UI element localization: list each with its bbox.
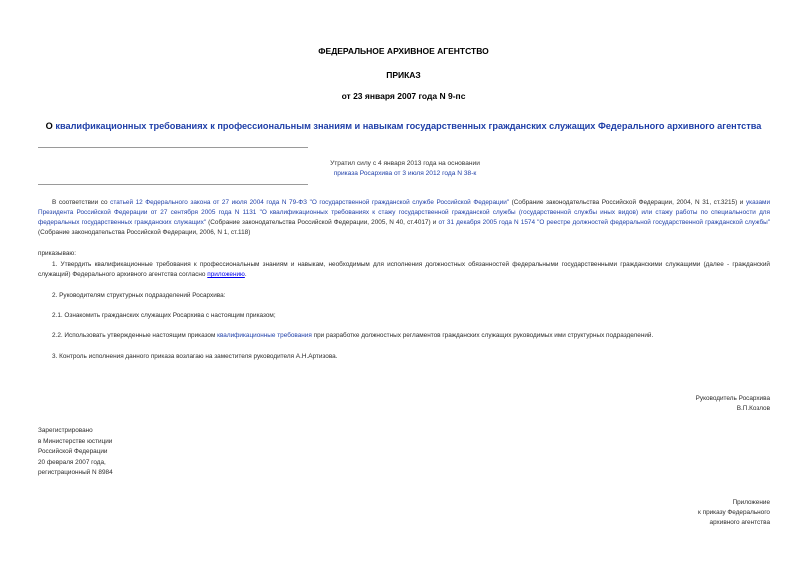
registration-line-4: 20 февраля 2007 года, bbox=[38, 458, 106, 466]
item-1-text: 1. Утвердить квалификационные требования к профессиональным знаниям и навыкам, необходимым для исполнения должностных обязанностей федеральными государственными гражданскими служащими (далее - гражданский служащий) Федерального архивного агентства согласно bbox=[38, 261, 770, 278]
preamble-text-1: В соответствии со bbox=[52, 199, 111, 206]
order-word: приказываю: bbox=[38, 250, 76, 257]
appendix-line-1: Приложение bbox=[732, 499, 770, 506]
divider-bottom bbox=[38, 184, 308, 185]
title-prefix: О bbox=[45, 121, 56, 131]
item-3: 3. Контроль исполнения данного приказа возлагаю на заместителя руководителя А.Н.Артизова. bbox=[52, 353, 338, 360]
item-1 bbox=[38, 260, 770, 280]
item-2-2-text: 2.2. Использовать утвержденные настоящим приказом bbox=[52, 332, 218, 339]
item-2-1: 2.1. Ознакомить гражданских служащих Росархива с настоящим приказом; bbox=[52, 312, 276, 319]
preamble-text-4: (Собрание законодательства Российской Федерации, 2006, N 1, ст.118) bbox=[38, 229, 251, 236]
appendix-block bbox=[560, 498, 770, 528]
appendix-line-2: к приказу Федерального bbox=[698, 509, 770, 516]
preamble-text-3: (Собрание законодательства Российской Федерации, 2005, N 40, ст.4017) и bbox=[206, 219, 439, 226]
preamble-paragraph bbox=[38, 198, 770, 238]
item-2: 2. Руководителям структурных подразделений Росархива: bbox=[52, 292, 226, 299]
document-title bbox=[0, 121, 807, 131]
registration-line-3: Российской Федерации bbox=[38, 448, 108, 455]
registration-line-2: в Министерстве юстиции bbox=[38, 437, 113, 445]
item-2-2 bbox=[38, 331, 770, 341]
item-2-2-end: при разработке должностных регламентов гражданских служащих руководимых ими структурных подразделений. bbox=[311, 332, 654, 339]
document-type: ПРИКАЗ bbox=[386, 70, 421, 80]
registration-block bbox=[38, 426, 238, 479]
registration-line-5: регистрационный N 8984 bbox=[38, 469, 113, 476]
appendix-link[interactable]: приложению bbox=[207, 271, 245, 278]
status-note-link[interactable]: приказа Росархива от 3 июля 2012 года N 38-к bbox=[333, 170, 477, 177]
item-1-end: . bbox=[244, 271, 247, 278]
registration-line-1: Зарегистрировано bbox=[38, 427, 93, 434]
title-link[interactable]: квалификационных требованиях к профессиональным знаниям и навыкам государственных гражданских служащих Федерального архивного агентства bbox=[55, 121, 762, 131]
signature-position: Руководитель Росархива bbox=[695, 395, 770, 402]
decree-link-2[interactable]: от 31 декабря 2005 года N 1574 "О реестре должностей федеральной государственной гражданской службы" bbox=[438, 219, 770, 226]
agency-name: ФЕДЕРАЛЬНОЕ АРХИВНОЕ АГЕНТСТВО bbox=[318, 46, 489, 56]
divider-top bbox=[38, 147, 308, 148]
document-date-number: от 23 января 2007 года N 9-пс bbox=[341, 91, 466, 101]
requirements-link[interactable]: квалификационные требования bbox=[217, 332, 312, 339]
preamble-text-2: (Собрание законодательства Российской Федерации, 2004, N 31, ст.3215) и bbox=[509, 199, 746, 206]
signature-block bbox=[560, 394, 770, 414]
status-note bbox=[260, 159, 550, 179]
status-note-text: Утратил силу с 4 января 2013 года на основании bbox=[330, 160, 480, 167]
appendix-line-3: архивного агентства bbox=[709, 519, 770, 526]
signature-name: В.П.Козлов bbox=[736, 405, 770, 412]
law-link[interactable]: статьей 12 Федерального закона от 27 июля 2004 года N 79-ФЗ "О государственной гражданской службе Российской Федерации" bbox=[110, 199, 510, 206]
decree-link-1[interactable]: указами Президента Российской Федерации от 27 сентября 2005 года N 1131 "О квалификационных требованиях к стажу государственной гражданской службы (государственной службы иных видов) или стажу работы по специальности для федеральных государственных гражданских служащих" bbox=[38, 199, 771, 226]
